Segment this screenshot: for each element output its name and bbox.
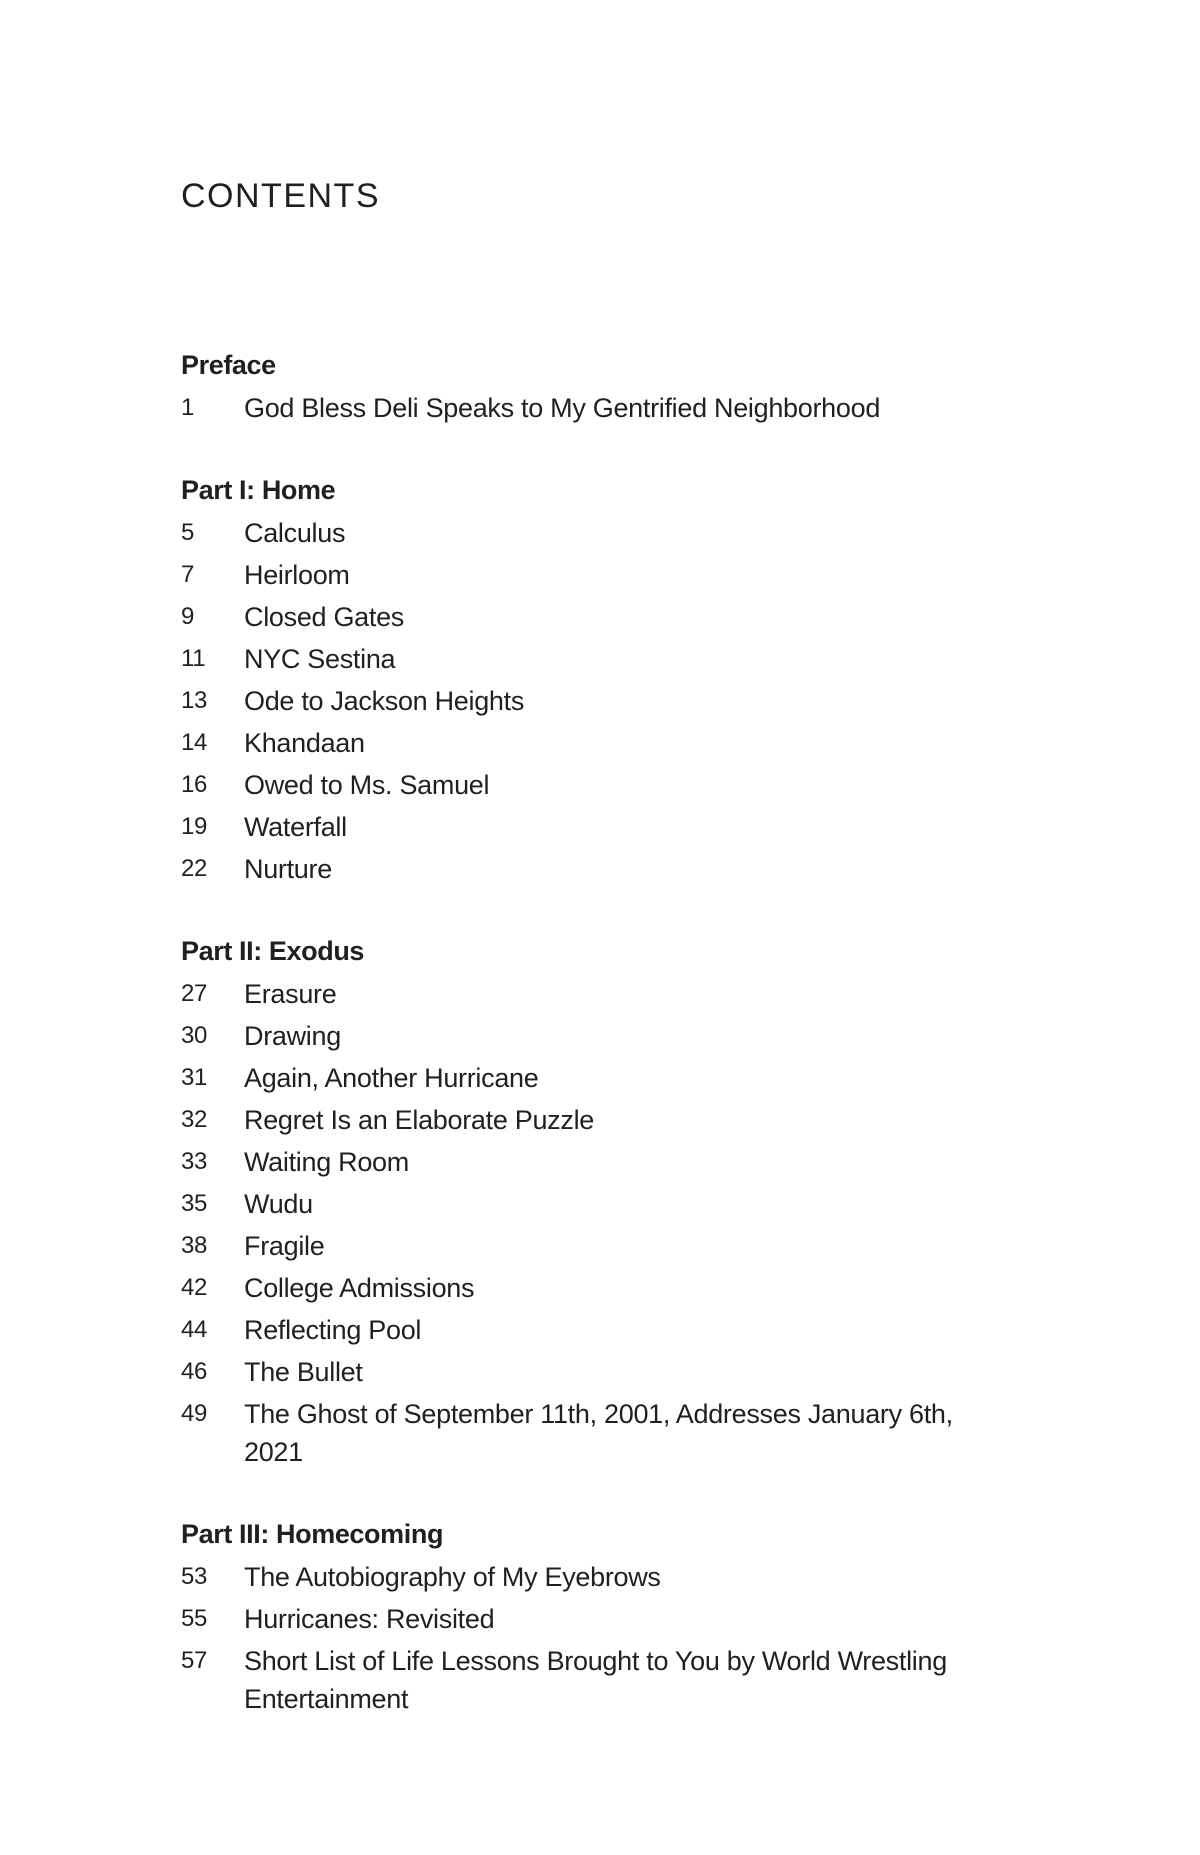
entry-title: NYC Sestina <box>244 644 396 674</box>
entry-title: Heirloom <box>244 560 350 590</box>
contents-entry <box>181 1640 1081 1720</box>
entry-page-number: 14 <box>181 729 208 756</box>
entry-page-number: 46 <box>181 1358 208 1385</box>
entry-page-number: 33 <box>181 1148 208 1175</box>
contents-section <box>181 1512 1081 1720</box>
entry-page-number: 9 <box>181 603 195 630</box>
entry-title: Reflecting Pool <box>244 1315 422 1345</box>
entry-page-number: 57 <box>181 1647 208 1674</box>
entry-page-number: 31 <box>181 1064 208 1091</box>
contents-entry <box>181 512 1081 554</box>
contents-entry <box>181 1267 1081 1309</box>
entry-title: The Ghost of September 11th, 2001, Addresses January 6th, 2021 <box>244 1399 953 1467</box>
entry-title: College Admissions <box>244 1273 475 1303</box>
entry-page-number: 16 <box>181 771 208 798</box>
contents-entry <box>181 764 1081 806</box>
contents-entry <box>181 722 1081 764</box>
entry-title: Closed Gates <box>244 602 404 632</box>
entry-page-number: 22 <box>181 855 208 882</box>
entry-title: Again, Another Hurricane <box>244 1063 539 1093</box>
section-heading: Part I: Home <box>181 475 336 505</box>
entry-page-number: 42 <box>181 1274 208 1301</box>
entry-page-number: 35 <box>181 1190 208 1217</box>
contents-entry <box>181 1351 1081 1393</box>
contents-entry <box>181 1225 1081 1267</box>
contents-entry <box>181 1598 1081 1640</box>
contents-entry <box>181 1099 1081 1141</box>
entry-page-number: 7 <box>181 561 195 588</box>
entry-title: Wudu <box>244 1189 313 1219</box>
contents-entry <box>181 806 1081 848</box>
entry-page-number: 32 <box>181 1106 208 1133</box>
entry-page-number: 27 <box>181 980 208 1007</box>
entry-title: Calculus <box>244 518 346 548</box>
section-heading: Preface <box>181 350 276 380</box>
section-heading: Part III: Homecoming <box>181 1519 444 1549</box>
contents-list <box>181 343 1081 1759</box>
entry-title: Nurture <box>244 854 332 884</box>
contents-entry <box>181 638 1081 680</box>
entry-page-number: 38 <box>181 1232 208 1259</box>
section-heading: Part II: Exodus <box>181 936 365 966</box>
contents-entry <box>181 387 1081 429</box>
entry-page-number: 13 <box>181 687 208 714</box>
contents-entry <box>181 1309 1081 1351</box>
contents-entry <box>181 1015 1081 1057</box>
entry-title: The Autobiography of My Eyebrows <box>244 1562 661 1592</box>
entry-title: Short List of Life Lessons Brought to You by World Wrestling Entertainment <box>244 1646 947 1714</box>
entry-page-number: 30 <box>181 1022 208 1049</box>
entry-page-number: 5 <box>181 519 195 546</box>
contents-entry <box>181 1141 1081 1183</box>
contents-entry <box>181 1057 1081 1099</box>
entry-title: Hurricanes: Revisited <box>244 1604 495 1634</box>
entry-page-number: 53 <box>181 1563 208 1590</box>
contents-entry <box>181 1183 1081 1225</box>
contents-entry <box>181 973 1081 1015</box>
entry-title: God Bless Deli Speaks to My Gentrified Neighborhood <box>244 393 881 423</box>
entry-title: Fragile <box>244 1231 325 1261</box>
entry-title: Owed to Ms. Samuel <box>244 770 490 800</box>
entry-title: The Bullet <box>244 1357 363 1387</box>
contents-entry <box>181 554 1081 596</box>
entry-title: Regret Is an Elaborate Puzzle <box>244 1105 594 1135</box>
entry-title: Ode to Jackson Heights <box>244 686 525 716</box>
contents-section <box>181 343 1081 429</box>
entry-page-number: 44 <box>181 1316 208 1343</box>
contents-entry <box>181 680 1081 722</box>
entry-page-number: 19 <box>181 813 208 840</box>
entry-title: Erasure <box>244 979 337 1009</box>
contents-entry <box>181 1556 1081 1598</box>
entry-page-number: 49 <box>181 1400 208 1427</box>
contents-section <box>181 929 1081 1473</box>
entry-page-number: 55 <box>181 1605 208 1632</box>
entry-title: Drawing <box>244 1021 341 1051</box>
entry-title: Khandaan <box>244 728 365 758</box>
entry-title: Waiting Room <box>244 1147 409 1177</box>
entry-page-number: 11 <box>181 645 206 672</box>
contents-entry <box>181 1393 1081 1473</box>
entry-page-number: 1 <box>181 394 195 421</box>
contents-entry <box>181 596 1081 638</box>
contents-entry <box>181 848 1081 890</box>
page-title: CONTENTS <box>181 177 380 215</box>
contents-section <box>181 468 1081 890</box>
entry-title: Waterfall <box>244 812 347 842</box>
